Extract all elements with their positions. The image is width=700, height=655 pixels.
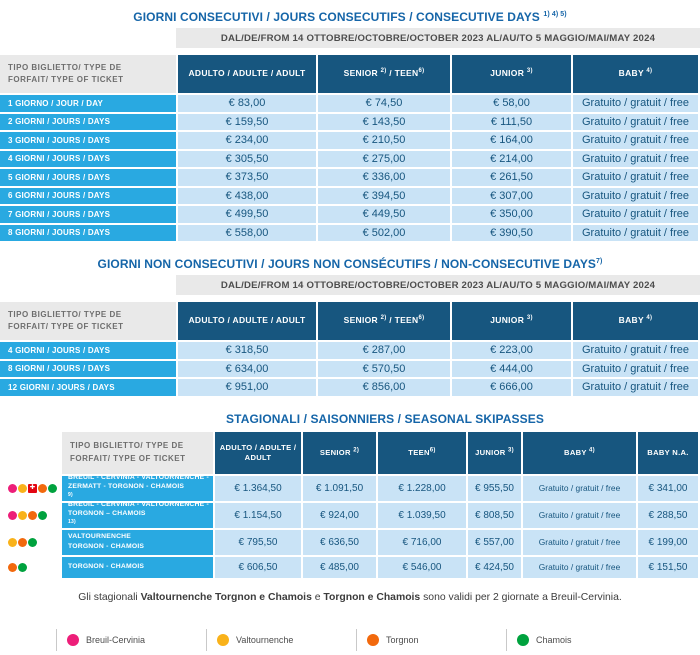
price-senior-teen: € 856,00 — [318, 379, 450, 396]
price-baby: Gratuito / gratuit / free — [523, 503, 636, 528]
resort-dots-header-spacer — [0, 432, 60, 474]
row-label: 4 GIORNI / JOURS / DAYS — [0, 151, 176, 168]
row-label: 6 GIORNI / JOURS / DAYS — [0, 188, 176, 205]
column-header-junior: JUNIOR $^{3)}$ — [468, 432, 521, 474]
price-junior: € 808,50 — [468, 503, 521, 528]
legend-divider — [506, 629, 507, 651]
legend-divider — [56, 629, 57, 651]
column-header-ticket-type: TIPO BIGLIETTO/ TYPE DE FORFAIT/ TYPE OF TICKET — [0, 302, 176, 340]
non-consecutive-days-table — [0, 302, 700, 396]
price-baby: Gratuito / gratuit / free — [573, 361, 698, 378]
price-senior: € 924,00 — [303, 503, 376, 528]
green-dot-icon — [28, 538, 37, 547]
price-baby: Gratuito / gratuit / free — [573, 225, 698, 242]
legend-item-breuil-cervinia — [56, 629, 206, 651]
price-teen: € 1.228,00 — [378, 476, 466, 501]
price-adult: € 438,00 — [178, 188, 316, 205]
section1-date-band: DAL/DE/FROM 14 OTTOBRE/OCTOBRE/OCTOBER 2023 AL/AU/TO 5 MAGGIO/MAI/MAY 2024 — [176, 28, 700, 48]
column-header-baby: BABY $^{4)}$ — [523, 432, 636, 474]
resort-dots — [0, 476, 60, 501]
column-header-baby: BABY $^{4)}$ — [573, 55, 698, 93]
yellow-dot-icon — [18, 511, 27, 520]
price-baby: Gratuito / gratuit / free — [573, 206, 698, 223]
price-baby: Gratuito / gratuit / free — [573, 379, 698, 396]
resort-dots — [0, 530, 60, 555]
price-senior-teen: € 336,00 — [318, 169, 450, 186]
price-adult: € 1.364,50 — [215, 476, 301, 501]
price-junior: € 214,00 — [452, 151, 571, 168]
price-senior-teen: € 502,00 — [318, 225, 450, 242]
price-adult: € 305,50 — [178, 151, 316, 168]
column-header-ticket-type: TIPO BIGLIETTO/ TYPE DE FORFAIT/ TYPE OF TICKET — [62, 432, 213, 474]
price-senior-teen: € 74,50 — [318, 95, 450, 112]
price-junior: € 261,50 — [452, 169, 571, 186]
row-label: TORGNON - CHAMOIS — [62, 557, 213, 578]
yellow-dot-icon — [8, 538, 17, 547]
price-teen: € 716,00 — [378, 530, 466, 555]
orange-dot-icon — [38, 484, 47, 493]
price-senior-teen: € 143,50 — [318, 114, 450, 131]
legend-label: Breuil-Cervinia — [86, 634, 146, 645]
price-adult: € 159,50 — [178, 114, 316, 131]
row-label: BREUIL - CERVINIA - VALTOURNENCHE - ZERMATT - TORGNON - CHAMOIS $^{9)}$ — [62, 476, 213, 501]
price-junior: € 164,00 — [452, 132, 571, 149]
column-header-baby-na: BABY N.A. — [638, 432, 698, 474]
column-header-baby: BABY $^{4)}$ — [573, 302, 698, 340]
price-junior: € 111,50 — [452, 114, 571, 131]
price-adult: € 795,50 — [215, 530, 301, 555]
price-junior: € 557,00 — [468, 530, 521, 555]
price-junior: € 307,00 — [452, 188, 571, 205]
price-adult: € 606,50 — [215, 557, 301, 578]
price-teen: € 546,00 — [378, 557, 466, 578]
price-baby: Gratuito / gratuit / free — [573, 188, 698, 205]
price-baby: Gratuito / gratuit / free — [573, 132, 698, 149]
price-adult: € 558,00 — [178, 225, 316, 242]
price-senior: € 485,00 — [303, 557, 376, 578]
price-senior-teen: € 275,00 — [318, 151, 450, 168]
legend-item-valtournenche — [206, 629, 356, 651]
row-label: BREUIL - CERVINIA - VALTOURNENCHE - TORGNON – CHAMOIS $^{13)}$ — [62, 503, 213, 528]
column-header-senior-teen: SENIOR $^{2)}$ / TEEN$^{6)}$ — [318, 302, 450, 340]
section3-title: STAGIONALI / SAISONNIERS / SEASONAL SKIPASSES — [226, 411, 544, 426]
price-baby: Gratuito / gratuit / free — [573, 114, 698, 131]
price-adult: € 1.154,50 — [215, 503, 301, 528]
green-dot-icon — [38, 511, 47, 520]
section1-title: GIORNI CONSECUTIVI / JOURS CONSECUTIFS / CONSECUTIVE DAYS $^{1) 4) 5)}$ — [133, 10, 567, 24]
price-junior: € 424,50 — [468, 557, 521, 578]
swiss-flag-icon: ✚ — [29, 483, 36, 491]
section2-title: GIORNI NON CONSECUTIVI / JOURS NON CONSÉCUTIFS / NON-CONSECUTIVE DAYS$^{7)}$ — [97, 257, 603, 271]
legend-item-torgnon — [356, 629, 506, 651]
consecutive-days-table — [0, 55, 700, 241]
column-header-senior: SENIOR $^{2)}$ — [303, 432, 376, 474]
price-senior-teen: € 449,50 — [318, 206, 450, 223]
column-header-junior: JUNIOR $^{3)}$ — [452, 55, 571, 93]
seasonal-validity-note: Gli stagionali Valtournenche Torgnon e Chamois e Torgnon e Chamois sono validi per 2 giornate a Breuil-Cervinia. — [78, 591, 622, 603]
row-label: 7 GIORNI / JOURS / DAYS — [0, 206, 176, 223]
orange-dot-icon — [367, 634, 379, 646]
pink-dot-icon — [67, 634, 79, 646]
title-footnote-sup: 7) — [596, 258, 603, 265]
price-junior: € 444,00 — [452, 361, 571, 378]
column-header-adult: ADULTO / ADULTE / ADULT — [178, 55, 316, 93]
price-teen: € 1.039,50 — [378, 503, 466, 528]
price-baby: Gratuito / gratuit / free — [573, 342, 698, 359]
resort-dots — [0, 557, 60, 578]
yellow-dot-icon — [18, 484, 27, 493]
column-header-ticket-type: TIPO BIGLIETTO/ TYPE DE FORFAIT/ TYPE OF TICKET — [0, 55, 176, 93]
price-senior-teen: € 570,50 — [318, 361, 450, 378]
orange-dot-icon — [8, 563, 17, 572]
price-junior: € 390,50 — [452, 225, 571, 242]
price-junior: € 666,00 — [452, 379, 571, 396]
price-adult: € 234,00 — [178, 132, 316, 149]
row-label: 2 GIORNI / JOURS / DAYS — [0, 114, 176, 131]
pink-dot-icon — [8, 484, 17, 493]
price-adult: € 373,50 — [178, 169, 316, 186]
resort-dots — [0, 503, 60, 528]
price-senior: € 636,50 — [303, 530, 376, 555]
row-label: 4 GIORNI / JOURS / DAYS — [0, 342, 176, 359]
price-adult: € 318,50 — [178, 342, 316, 359]
legend-divider — [206, 629, 207, 651]
price-senior: € 1.091,50 — [303, 476, 376, 501]
breuil-cervinia-dot-icon — [67, 634, 86, 646]
price-junior: € 223,00 — [452, 342, 571, 359]
row-label: 8 GIORNI / JOURS / DAYS — [0, 225, 176, 242]
seasonal-skipasses-table — [0, 432, 700, 578]
price-senior-teen: € 394,50 — [318, 188, 450, 205]
price-baby-na: € 199,00 — [638, 530, 698, 555]
legend-label: Torgnon — [386, 634, 419, 645]
orange-dot-icon — [28, 511, 37, 520]
price-baby-na: € 288,50 — [638, 503, 698, 528]
price-baby-na: € 341,00 — [638, 476, 698, 501]
price-junior: € 955,50 — [468, 476, 521, 501]
torgnon-dot-icon — [367, 634, 386, 646]
green-dot-icon — [18, 563, 27, 572]
price-baby: Gratuito / gratuit / free — [523, 476, 636, 501]
price-adult: € 634,00 — [178, 361, 316, 378]
price-junior: € 350,00 — [452, 206, 571, 223]
row-label: 8 GIORNI / JOURS / DAYS — [0, 361, 176, 378]
legend-divider — [356, 629, 357, 651]
row-label: VALTOURNENCHE TORGNON - CHAMOIS — [62, 530, 213, 555]
orange-dot-icon — [18, 538, 27, 547]
green-dot-icon — [517, 634, 529, 646]
price-junior: € 58,00 — [452, 95, 571, 112]
price-adult: € 951,00 — [178, 379, 316, 396]
price-baby: Gratuito / gratuit / free — [573, 151, 698, 168]
row-label: 1 GIORNO / JOUR / DAY — [0, 95, 176, 112]
column-header-teen: TEEN$^{6)}$ — [378, 432, 466, 474]
price-baby: Gratuito / gratuit / free — [573, 169, 698, 186]
section2-date-band: DAL/DE/FROM 14 OTTOBRE/OCTOBRE/OCTOBER 2023 AL/AU/TO 5 MAGGIO/MAI/MAY 2024 — [176, 275, 700, 295]
green-dot-icon — [48, 484, 57, 493]
price-baby: Gratuito / gratuit / free — [523, 557, 636, 578]
legend-label: Valtournenche — [236, 634, 294, 645]
row-label: 3 GIORNI / JOURS / DAYS — [0, 132, 176, 149]
price-baby: Gratuito / gratuit / free — [573, 95, 698, 112]
row-label: 12 GIORNI / JOURS / DAYS — [0, 379, 176, 396]
title-footnote-sup: 1) 4) 5) — [543, 11, 567, 18]
legend-label: Chamois — [536, 634, 572, 645]
price-senior-teen: € 287,00 — [318, 342, 450, 359]
column-header-adult: ADULTO / ADULTE / ADULT — [178, 302, 316, 340]
column-header-adult: ADULTO / ADULTE / ADULT — [215, 432, 301, 474]
valtournenche-dot-icon — [217, 634, 236, 646]
column-header-junior: JUNIOR $^{3)}$ — [452, 302, 571, 340]
price-adult: € 83,00 — [178, 95, 316, 112]
price-senior-teen: € 210,50 — [318, 132, 450, 149]
legend-item-chamois — [506, 629, 656, 651]
price-baby: Gratuito / gratuit / free — [523, 530, 636, 555]
price-baby-na: € 151,50 — [638, 557, 698, 578]
yellow-dot-icon — [217, 634, 229, 646]
column-header-senior-teen: SENIOR $^{2)}$ / TEEN$^{6)}$ — [318, 55, 450, 93]
resort-color-legend — [56, 629, 700, 651]
price-adult: € 499,50 — [178, 206, 316, 223]
pink-dot-icon — [8, 511, 17, 520]
row-label: 5 GIORNI / JOURS / DAYS — [0, 169, 176, 186]
chamois-dot-icon — [517, 634, 536, 646]
